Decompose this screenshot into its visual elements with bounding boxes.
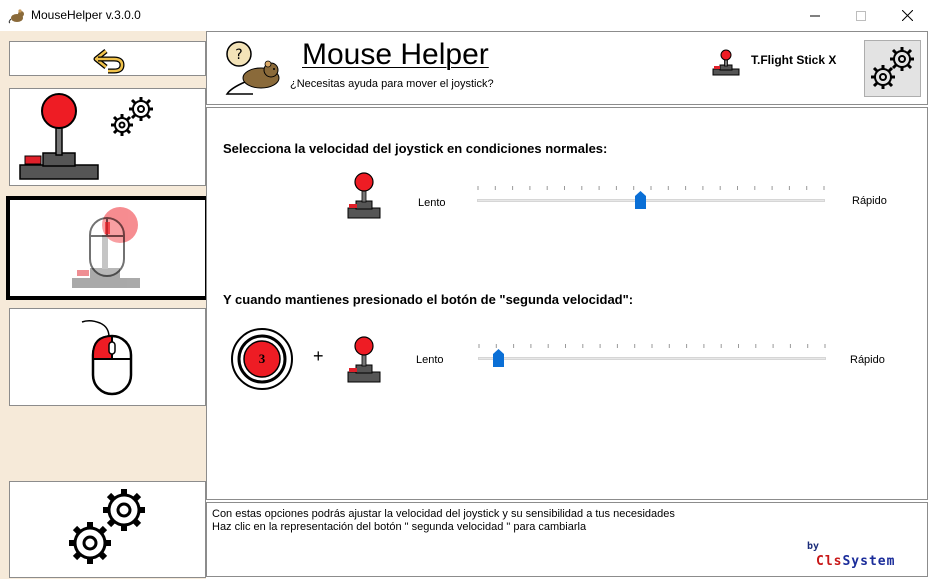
second-speed-slider[interactable]	[478, 339, 826, 369]
slider1-min-label: Lento	[418, 197, 446, 209]
button-number: 3	[258, 351, 266, 366]
info-line-1: Con estas opciones podrás ajustar la velocidad del joystick y su sensibilidad a tus necesidades	[212, 508, 675, 520]
section-normal-title: Selecciona la velocidad del joystick en condiciones normales:	[223, 141, 608, 156]
normal-speed-slider[interactable]	[477, 181, 825, 211]
maximize-button[interactable]	[838, 0, 884, 31]
back-arrow-icon	[10, 42, 207, 77]
slider2-min-label: Lento	[416, 354, 444, 366]
slider-track	[478, 357, 826, 360]
minimize-icon	[810, 11, 820, 21]
svg-text:?: ?	[235, 47, 243, 63]
settings-gear-icon	[865, 41, 920, 96]
mouse-app-icon	[8, 6, 26, 24]
slider-thumb[interactable]	[493, 349, 504, 367]
app-subtitle: ¿Necesitas ayuda para mover el joystick?	[290, 78, 494, 90]
joystick-settings-icon	[10, 89, 207, 187]
slider-ticks	[478, 344, 826, 349]
slider2-max-label: Rápido	[850, 354, 885, 366]
slider-track	[477, 199, 825, 202]
footer-info	[206, 502, 928, 577]
device-name: T.Flight Stick X	[751, 53, 837, 67]
second-speed-button[interactable]	[230, 327, 294, 391]
gears-icon	[10, 482, 207, 579]
settings-nav[interactable]	[9, 481, 206, 578]
slider-thumb[interactable]	[635, 191, 646, 209]
window-title: MouseHelper v.3.0.0	[31, 8, 141, 22]
brand-logo	[816, 554, 895, 569]
device-joystick-icon	[712, 49, 740, 77]
info-line-2: Haz clic en la representación del botón " segunda velocidad " para cambiarla	[212, 521, 587, 533]
mouse-icon	[10, 309, 207, 407]
plus-sign: +	[313, 346, 324, 366]
maximize-icon	[856, 11, 866, 21]
joystick-mouse-icon	[10, 200, 205, 296]
close-button[interactable]	[884, 0, 930, 31]
normal-joystick-icon	[346, 171, 382, 221]
sidebar	[0, 31, 206, 579]
mouse-logo-icon	[223, 40, 285, 98]
brand-by: by	[807, 541, 820, 552]
app-title: Mouse Helper	[302, 38, 489, 71]
brand-part-1: Cls	[816, 554, 843, 569]
close-icon	[902, 10, 913, 21]
joystick-mouse-nav[interactable]	[6, 196, 209, 300]
main-panel	[206, 107, 928, 500]
mouse-nav[interactable]	[9, 308, 206, 406]
joystick-settings-nav[interactable]	[9, 88, 206, 186]
title-bar	[0, 0, 930, 31]
slider1-max-label: Rápido	[852, 195, 887, 207]
brand-part-2: System	[842, 554, 896, 569]
section-second-speed-title: Y cuando mantienes presionado el botón de "segunda velocidad":	[223, 292, 634, 307]
header-settings-button[interactable]	[864, 40, 921, 97]
minimize-button[interactable]	[792, 0, 838, 31]
header	[206, 31, 928, 105]
back-button[interactable]	[9, 41, 206, 76]
second-joystick-icon	[346, 335, 382, 385]
slider-ticks	[477, 186, 825, 191]
